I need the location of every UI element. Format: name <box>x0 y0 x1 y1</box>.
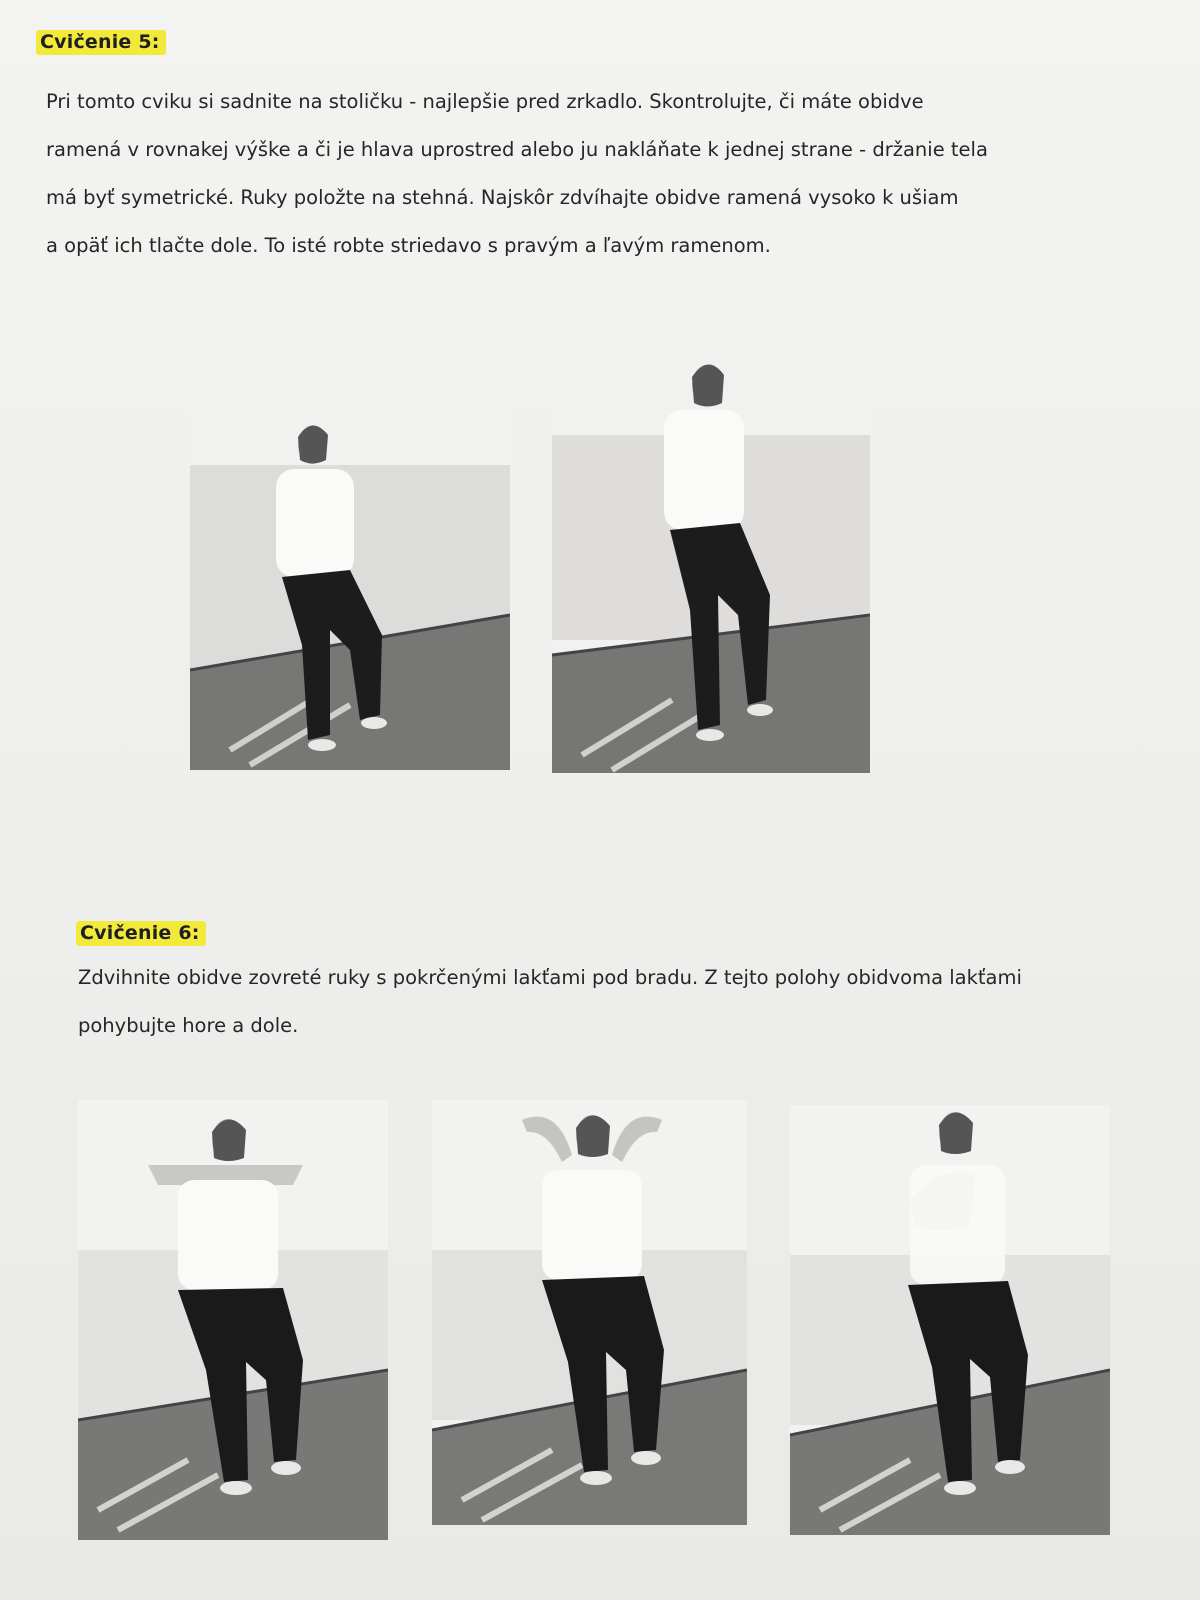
exercise-5-line-4: a opäť ich tlačte dole. To isté robte striedavo s pravým a ľavým ramenom. <box>46 234 771 257</box>
exercise-5-line-2: ramená v rovnakej výške a či je hlava uprostred alebo ju nakláňate k jednej strane - držanie tela <box>46 138 988 161</box>
exercise-6-heading: Cvičenie 6: <box>76 921 206 946</box>
exercise-5-line-3: má byť symetrické. Ruky položte na stehná. Najskôr zdvíhajte obidve ramená vysoko k ušiam <box>46 186 959 209</box>
exercise-5-photo-shoulders-up <box>552 355 870 773</box>
exercise-5-photo-shoulders-down <box>190 405 510 770</box>
exercise-6-photo-elbows-middle <box>78 1100 388 1540</box>
exercise-5-line-1: Pri tomto cviku si sadnite na stoličku - najlepšie pred zrkadlo. Skontrolujte, či máte obidve <box>46 90 924 113</box>
exercise-6-photo-elbows-up <box>432 1100 747 1525</box>
exercise-6-line-2: pohybujte hore a dole. <box>78 1014 299 1037</box>
exercise-6-line-1: Zdvihnite obidve zovreté ruky s pokrčenými lakťami pod bradu. Z tejto polohy obidvoma lakťami <box>78 966 1022 989</box>
exercise-5-heading: Cvičenie 5: <box>36 30 166 55</box>
exercise-5-text <box>46 78 1166 270</box>
exercise-6-photo-elbows-down <box>790 1105 1110 1535</box>
exercise-6-text <box>78 954 1178 1050</box>
